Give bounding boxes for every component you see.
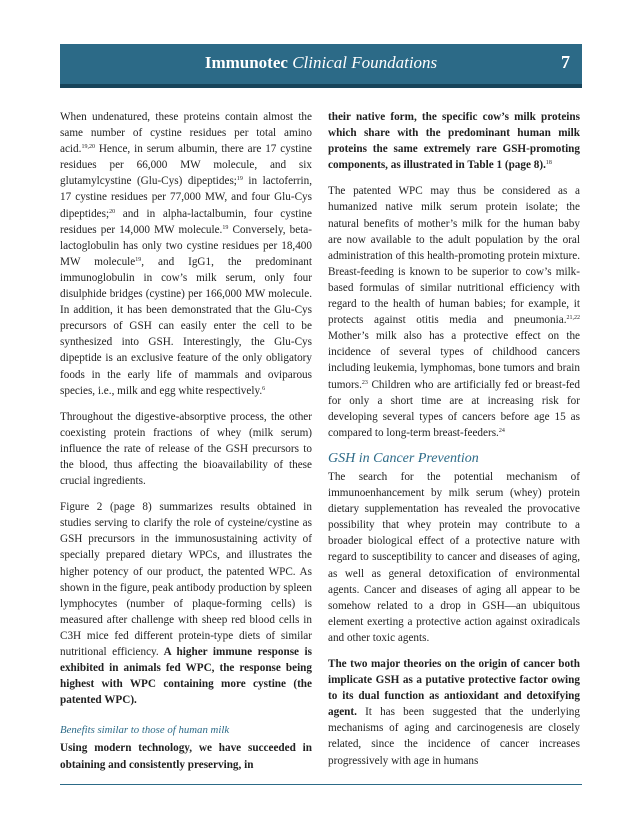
paragraph: Using modern technology, we have succeeded in obtaining and consistently preserving, in	[60, 742, 312, 771]
page-number: 7	[561, 52, 570, 72]
paragraph: The search for the potential mechanism of immunoenhancement by milk serum (whey) protein dietary supplementation has revealed the provocative possibility that whey protein may contribute to a broader biological effect of a protective nature with regard to susceptibility to cancer and diseases of aging, as well as general detoxification of environmental agents. Cancer and diseases of aging all appear to be somehow related to a drop in GSH—an ubiquitous element exerting a protective action against oxiradicals and other toxic agents.	[328, 470, 580, 644]
header-brand: Immunotec	[204, 53, 288, 72]
paragraph: The patented WPC may thus be considered as a humanized native milk serum protein isolate; the natural benefits of mother’s milk for the human baby are now available to the adult population by the oral administration of this health-promoting protein mixture. Breast-feeding is known to be superior to cow’s milk-based formulas of similar nutritional efficiency with regard to the health of human babies; for example, it protects against otitis media and pneumonia.$^{21,22}$ Mother’s milk also has a protective effect on the incidence of several types of childhood cancers including leukemia, lymphomas, bone tumors and brain tumors.$^{23}$ Children who are artificially fed or breast-fed for only a short time are at increasing risk for developing several types of cancers before age 15 as compared to long-term breast-feeders.$^{24}$	[328, 185, 580, 439]
paragraph: their native form, the specific cow’s milk proteins which share with the predominant human milk proteins the same extremely rare GSH-promoting components, as illustrated in Table 1 (page 8).$^{18}$	[328, 111, 580, 172]
footer-rule	[60, 784, 582, 785]
right-column	[328, 109, 580, 779]
header-bar	[60, 44, 582, 88]
paragraph: When undenatured, these proteins contain almost the same number of cystine residues per total amino acid.$^{19,20}$ Hence, in serum albumin, there are 17 cystine residues per 66,000 MW molecule, and six glutamylcystine (Glu-Cys) dipeptides;$^{19}$ in lactoferrin, 17 cystine residues per 77,000 MW, and four Glu-Cys dipeptides;$^{20}$ and in alpha-lactalbumin, four cystine residues per 14,000 MW molecule.$^{19}$ Conversely, beta-lactoglobulin has only two cystine residues per 18,400 MW molecule$^{19}$, and IgG1, the predominant immunoglobulin in cow’s milk serum, only four disulphide bridges (cystine) per 166,000 MW molecule. In addition, it has been demonstrated that the Glu-Cys precursors of GSH can easily enter the cell to be synthesized into GSH. Interestingly, the Glu-Cys dipeptide is an exclusive feature of the only obligatory foods in the early life of mammals and oviparous species, i.e., milk and egg white respectively.$^6$	[60, 111, 313, 397]
paragraph: Figure 2 (page 8) summarizes results obtained in studies serving to clarify the role of cysteine/cystine as GSH precursors in the immunosustaining activity of specially prepared dietary WPCs, and illustrates the higher potency of our product, the patented WPC. As shown in the figure, peak antibody production by spleen lymphocytes (number of plaque-forming cells) is measured after challenge with sheep red blood cells in C3H mice fed different protein-type diets of similar nutritional efficiency. A higher immune response is exhibited in animals fed WPC, the response being highest with WPC containing more cystine (the patented WPC).	[60, 501, 312, 707]
header-title	[60, 53, 582, 73]
subheading: Benefits similar to those of human milk	[60, 724, 230, 737]
paragraph: The two major theories on the origin of cancer both implicate GSH as a putative protective factor owing to its dual function as antioxidant and detoxifying agent. It has been suggested that the underlying mechanisms of aging and carcinogenesis are closely related, since the incidence of cancer increases progressively with age in humans	[328, 658, 580, 767]
left-column	[60, 109, 312, 783]
paragraph: Throughout the digestive-absorptive process, the other coexisting protein fractions of whey (milk serum) influence the rate of release of the GSH precursors to the blood, thus affecting the bioavailability of these crucial ingredients.	[60, 410, 312, 488]
header-subtitle: Clinical Foundations	[292, 53, 438, 72]
section-heading: GSH in Cancer Prevention	[328, 450, 479, 466]
